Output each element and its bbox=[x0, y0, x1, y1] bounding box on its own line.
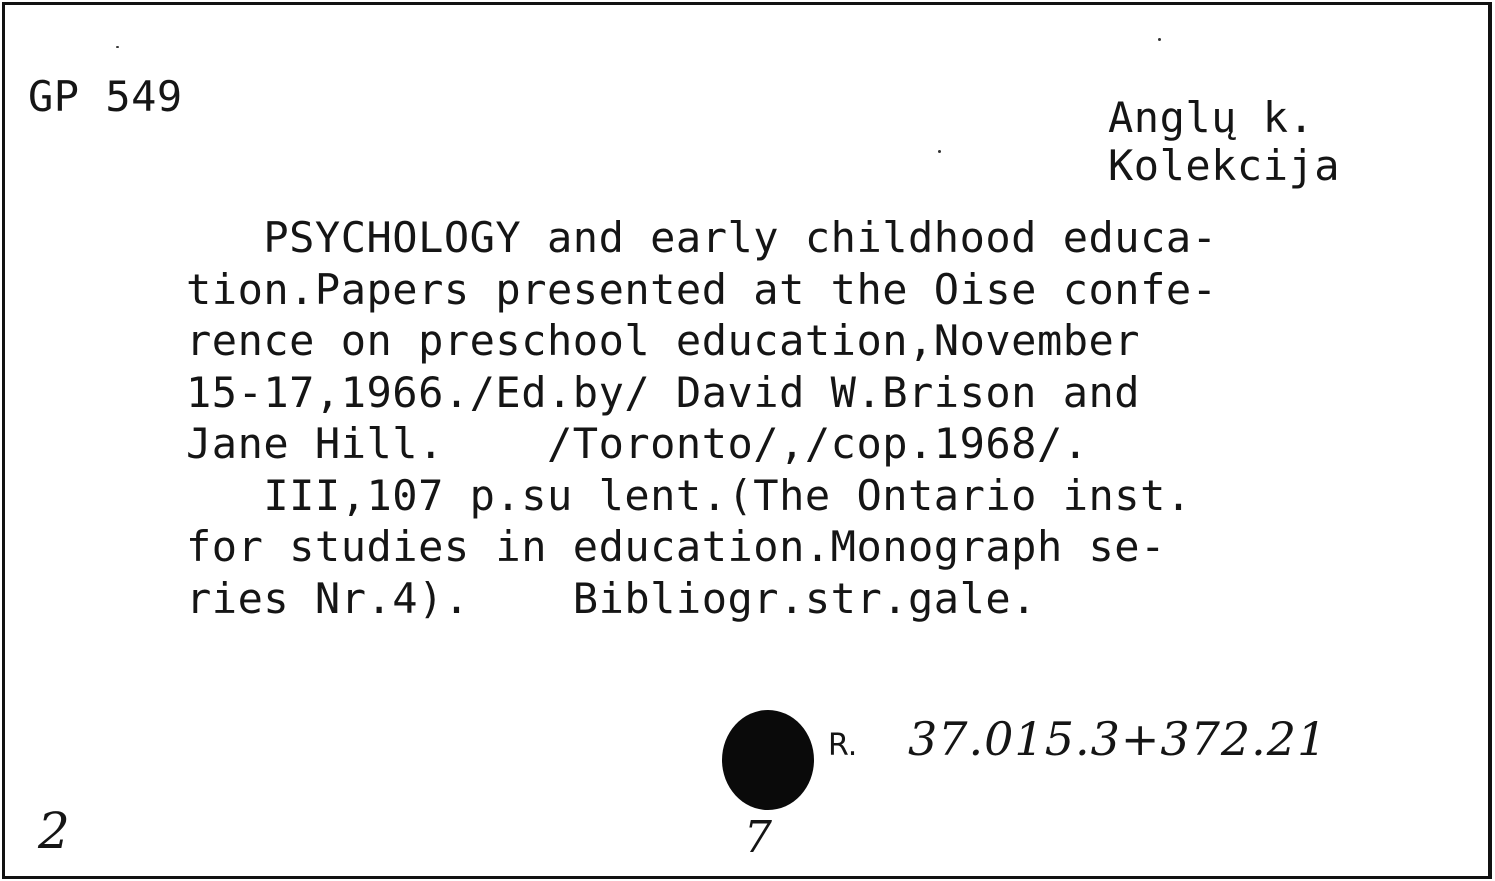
entry-line: PSYCHOLOGY and early childhood educa- bbox=[186, 213, 1218, 262]
entry-line: Jane Hill. /Toronto/,/cop.1968/. bbox=[186, 419, 1089, 468]
classification-prefix: R. bbox=[828, 728, 858, 763]
ink-speck bbox=[1158, 38, 1161, 41]
bibliographic-entry bbox=[186, 212, 1217, 624]
entry-line: for studies in education.Monograph se- bbox=[186, 522, 1166, 571]
ink-speck bbox=[938, 150, 941, 153]
collection-line-language: Anglų k. bbox=[1108, 93, 1315, 142]
classification-number: 37.015.3+372.21 bbox=[908, 712, 1328, 766]
entry-line: rence on preschool education,November bbox=[186, 316, 1141, 365]
entry-line: III,107 p.su lent.(The Ontario inst. bbox=[186, 470, 1192, 520]
entry-line: tion.Papers presented at the Oise confe- bbox=[186, 264, 1218, 314]
collection-label bbox=[1108, 94, 1340, 190]
corner-handwritten-mark: 2 bbox=[38, 802, 70, 860]
punch-hole bbox=[722, 710, 814, 810]
entry-line: ries Nr.4). Bibliogr.str.gale. bbox=[186, 573, 1037, 623]
call-number: GP 549 bbox=[28, 72, 183, 121]
collection-line-collection: Kolekcija bbox=[1108, 141, 1341, 190]
ink-speck bbox=[116, 46, 119, 48]
entry-line: 15-17,1966./Ed.by/ David W.Brison and bbox=[186, 367, 1141, 417]
bottom-handwritten-mark: 7 bbox=[744, 812, 772, 863]
